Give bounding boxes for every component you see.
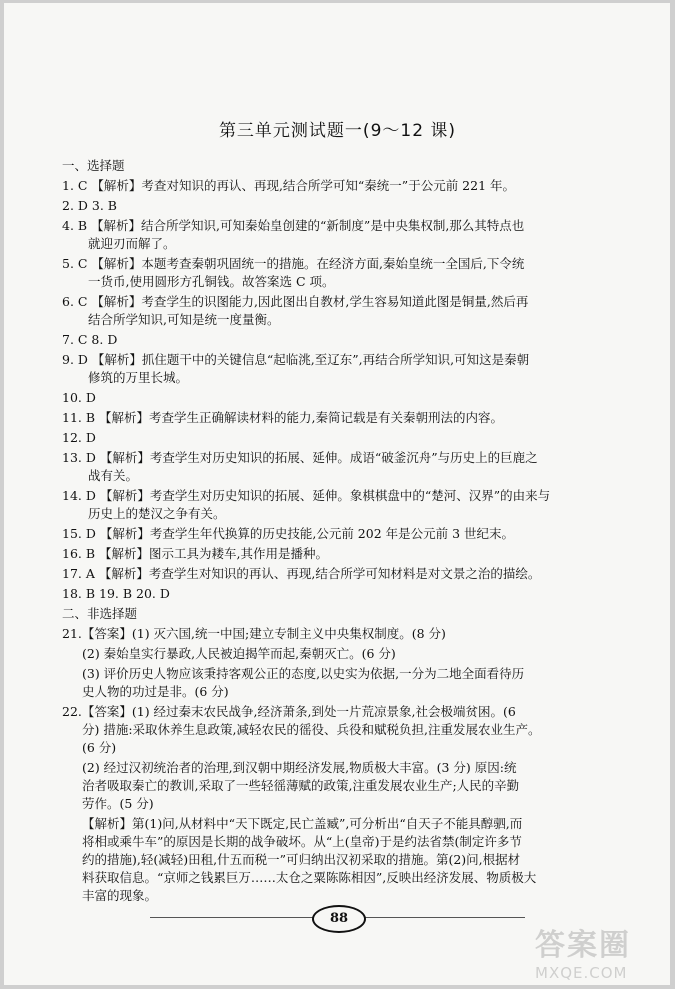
- answer-line: 10. D: [62, 390, 96, 405]
- answer-line: 9. D 【解析】抓住题干中的关键信息“起临洮,至辽东”,再结合所学知识,可知这是秦朝: [62, 352, 530, 367]
- answer-line: 分) 措施:采取休养生息政策,减轻农民的徭役、兵役和赋税负担,注重发展农业生产。: [82, 722, 541, 737]
- answer-line: 1. C 【解析】考查对知识的再认、再现,结合所学可知“秦统一”于公元前 221 年。: [62, 178, 515, 193]
- answer-line: 17. A 【解析】考查学生对知识的再认、再现,结合所学可知材料是对文景之治的描绘。: [62, 566, 541, 581]
- page-title: 第三单元测试题一(9～12 课): [218, 121, 457, 141]
- answer-line: (2) 秦始皇实行暴政,人民被迫揭竿而起,秦朝灭亡。(6 分): [82, 646, 396, 661]
- watermark-url: MXQE.COM: [535, 964, 628, 982]
- analysis-line: 料获取信息。“京师之钱累巨万……太仓之粟陈陈相因”,反映出经济发展、物质极大: [82, 870, 537, 885]
- analysis-line: 将相或乘牛车”的原因是长期的战争破坏。从“上(皇帝)于是约法省禁(制定许多节: [82, 834, 522, 849]
- answer-line: 7. C 8. D: [62, 332, 118, 347]
- analysis-line: 丰富的现象。: [82, 888, 158, 903]
- answer-line: 11. B 【解析】考查学生正确解读材料的能力,秦简记载是有关秦朝刑法的内容。: [62, 410, 503, 425]
- answer-line: 13. D 【解析】考查学生对历史知识的拓展、延伸。成语“破釜沉舟”与历史上的巨鹿之: [62, 450, 538, 465]
- answer-line: 22.【答案】(1) 经过秦末农民战争,经济萧条,到处一片荒凉景象,社会极端贫困。(6: [62, 704, 516, 719]
- answer-line: 5. C 【解析】本题考查秦朝巩固统一的措施。在经济方面,秦始皇统一全国后,下令统: [62, 256, 525, 271]
- section-heading-choice: 一、选择题: [62, 158, 125, 173]
- answer-line: 修筑的万里长城。: [88, 370, 189, 385]
- answer-line: 12. D: [62, 430, 96, 445]
- answer-line: 一货币,使用圆形方孔铜钱。故答案选 C 项。: [88, 274, 335, 289]
- answer-line: 21.【答案】(1) 灭六国,统一中国;建立专制主义中央集权制度。(8 分): [62, 626, 446, 641]
- answer-line: 结合所学知识,可知是统一度量衡。: [88, 312, 280, 327]
- page-number: 88: [312, 905, 366, 933]
- analysis-line: 【解析】第(1)问,从材料中“天下既定,民亡盖臧”,可分析出“自天子不能具醇驷,而: [82, 816, 523, 831]
- answer-line: 18. B 19. B 20. D: [62, 586, 170, 601]
- answer-line: 16. B 【解析】图示工具为耧车,其作用是播种。: [62, 546, 328, 561]
- answer-line: 治者吸取秦亡的教训,采取了一些轻徭薄赋的政策,注重发展农业生产;人民的辛勤: [82, 778, 520, 793]
- answer-line: 4. B 【解析】结合所学知识,可知秦始皇创建的“新制度”是中央集权制,那么其特点也: [62, 218, 525, 233]
- answer-line: (2) 经过汉初统治者的治理,到汉朝中期经济发展,物质极大丰富。(3 分) 原因:统: [82, 760, 517, 775]
- section-heading-nonchoice: 二、非选择题: [62, 606, 138, 621]
- answer-line: 劳作。(5 分): [82, 796, 154, 811]
- answer-line: (3) 评价历史人物应该秉持客观公正的态度,以史实为依据,一分为二地全面看待历: [82, 666, 525, 681]
- watermark: [535, 920, 665, 982]
- answer-line: 历史上的楚汉之争有关。: [88, 506, 226, 521]
- analysis-line: 约的措施),轻(减轻)田租,什五而税一”可归纳出汉初采取的措施。第(2)问,根据材: [82, 852, 521, 867]
- answer-line: 史人物的功过是非。(6 分): [82, 684, 229, 699]
- answer-line: 战有关。: [88, 468, 139, 483]
- answer-line: 6. C 【解析】考查学生的识图能力,因此图出自教材,学生容易知道此图是铜量,然后再: [62, 294, 529, 309]
- answer-line: (6 分): [82, 740, 117, 755]
- answer-line: 14. D 【解析】考查学生对历史知识的拓展、延伸。象棋棋盘中的“楚河、汉界”的由来与: [62, 488, 551, 503]
- answer-line: 就迎刃而解了。: [88, 236, 176, 251]
- watermark-logo-text: 答案圈: [535, 928, 631, 963]
- answer-line: 15. D 【解析】考查学生年代换算的历史技能,公元前 202 年是公元前 3 世纪末。: [62, 526, 515, 541]
- answer-line: 2. D 3. B: [62, 198, 117, 213]
